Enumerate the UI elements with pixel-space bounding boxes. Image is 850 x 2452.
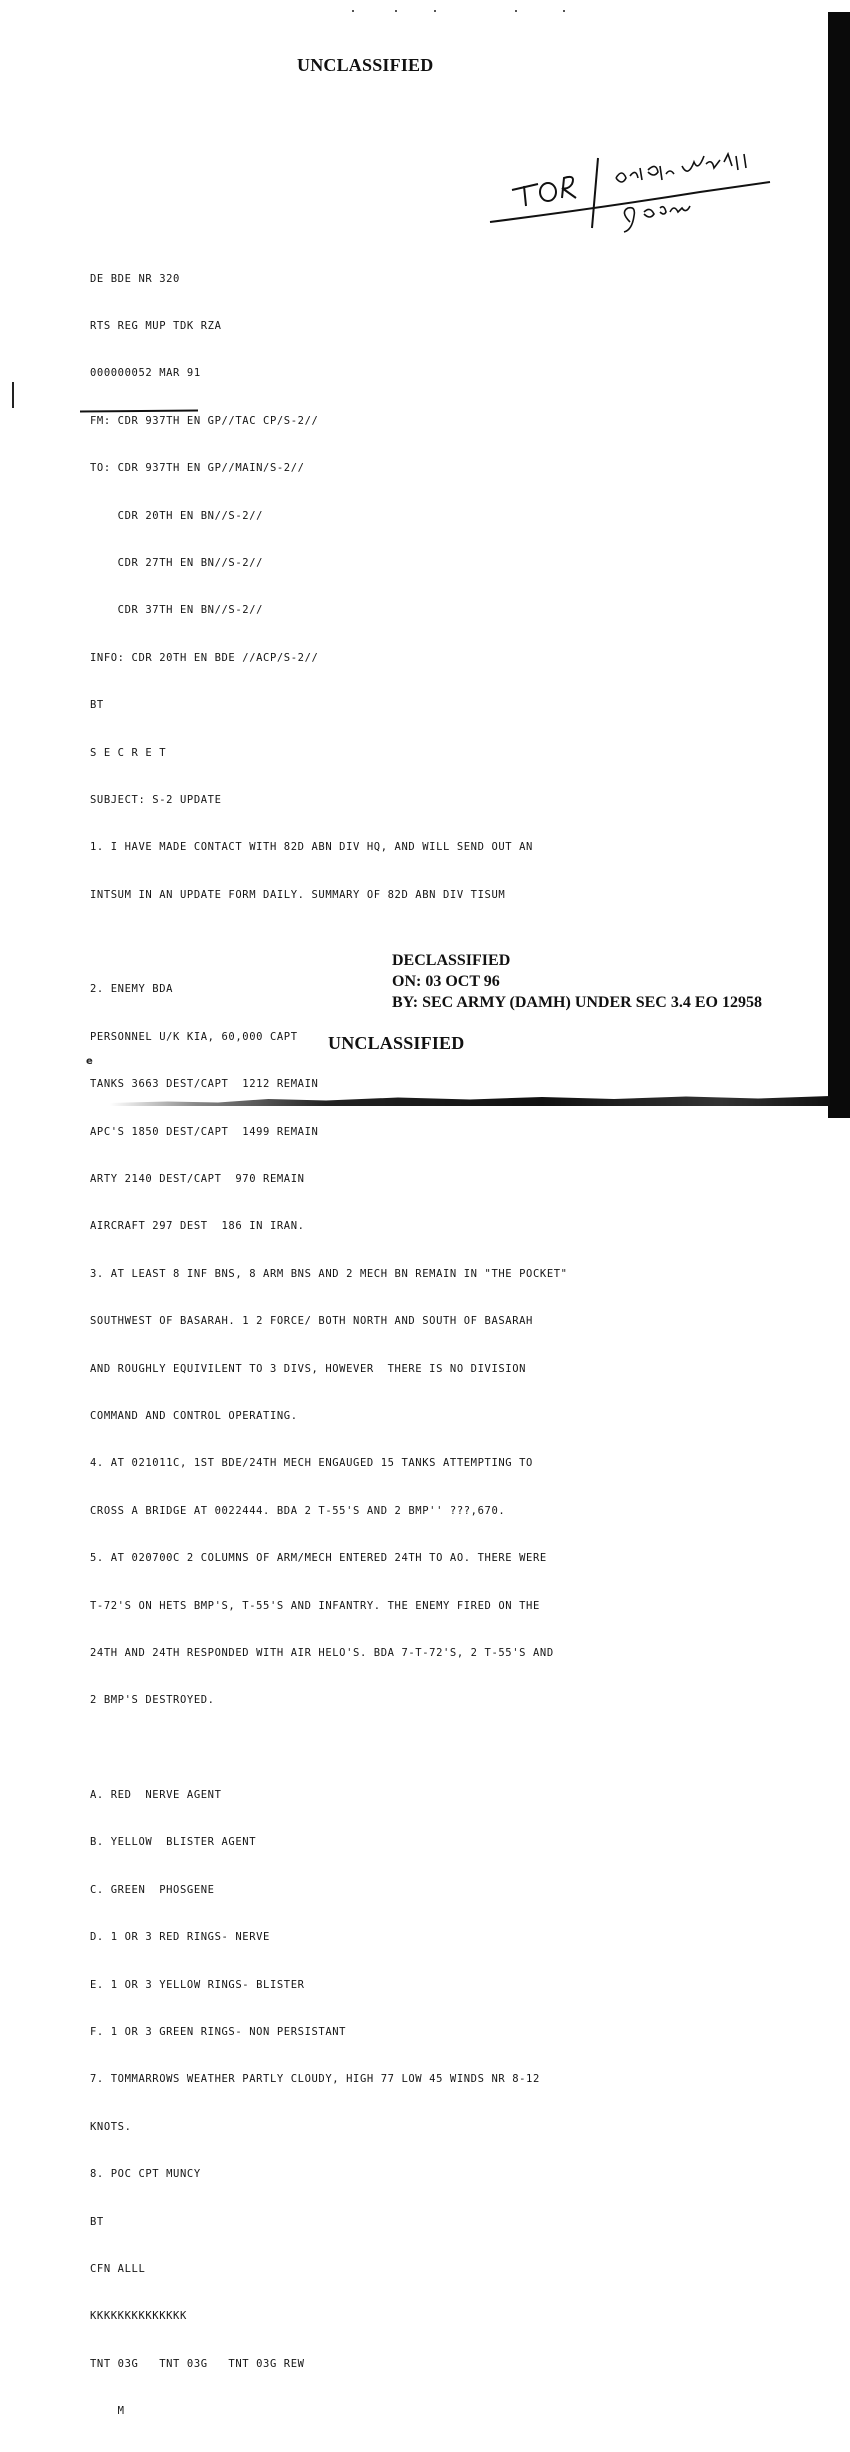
message-line: TO: CDR 937TH EN GP//MAIN/S-2// — [90, 462, 305, 475]
message-line: INTSUM IN AN UPDATE FORM DAILY. SUMMARY OF 82D ABN DIV TISUM — [90, 888, 506, 901]
message-line: AIRCRAFT 297 DEST 186 IN IRAN. — [90, 1220, 305, 1233]
scan-specks — [350, 8, 600, 14]
message-line: ARTY 2140 DEST/CAPT 970 REMAIN — [90, 1173, 305, 1186]
scan-edge-bar — [828, 12, 850, 1118]
message-line: RTS REG MUP TDK RZA — [90, 319, 222, 332]
message-line: D. 1 OR 3 RED RINGS- NERVE — [90, 1931, 270, 1944]
message-line: CDR 37TH EN BN//S-2// — [90, 604, 264, 617]
message-line: COMMAND AND CONTROL OPERATING. — [90, 1409, 298, 1422]
message-line: KKKKKKKKKKKKKK — [90, 2310, 187, 2323]
message-line — [90, 935, 690, 951]
stray-mark: e — [86, 1056, 93, 1067]
message-line: C. GREEN PHOSGENE — [90, 1883, 215, 1896]
message-line: TANKS 3663 DEST/CAPT 1212 REMAIN — [90, 1078, 319, 1091]
margin-mark — [12, 382, 14, 408]
message-line: BT — [90, 2215, 104, 2228]
message-line: DE BDE NR 320 — [90, 272, 180, 285]
message-line — [90, 1741, 690, 1757]
declassification-stamp — [392, 950, 762, 1013]
message-line: 1. I HAVE MADE CONTACT WITH 82D ABN DIV HQ, AND WILL SEND OUT AN — [90, 841, 533, 854]
declass-line-1: DECLASSIFIED — [392, 952, 511, 969]
message-line: CROSS A BRIDGE AT 0022444. BDA 2 T-55'S AND 2 BMP'' ???,670. — [90, 1504, 506, 1517]
message-line: CDR 27TH EN BN//S-2// — [90, 556, 264, 569]
message-line: 2. ENEMY BDA — [90, 983, 174, 996]
message-line: F. 1 OR 3 GREEN RINGS- NON PERSISTANT — [90, 2026, 347, 2039]
message-line: A. RED NERVE AGENT — [90, 1789, 222, 1802]
message-line: AND ROUGHLY EQUIVILENT TO 3 DIVS, HOWEVER THERE IS NO DIVISION — [90, 1362, 527, 1375]
message-line: CDR 20TH EN BN//S-2// — [90, 509, 264, 522]
message-line: B. YELLOW BLISTER AGENT — [90, 1836, 257, 1849]
message-line: 24TH AND 24TH RESPONDED WITH AIR HELO'S. BDA 7-T-72'S, 2 T-55'S AND — [90, 1646, 554, 1659]
message-line: 8. POC CPT MUNCY — [90, 2168, 201, 2181]
classification-footer: UNCLASSIFIED — [328, 1033, 465, 1053]
message-line: CFN ALLL — [90, 2263, 146, 2275]
message-line: 5. AT 020700C 2 COLUMNS OF ARM/MECH ENTERED 24TH TO AO. THERE WERE — [90, 1552, 547, 1565]
message-line: PERSONNEL U/K KIA, 60,000 CAPT — [90, 1030, 298, 1043]
message-line: 3. AT LEAST 8 INF BNS, 8 ARM BNS AND 2 MECH BN REMAIN IN "THE POCKET" — [90, 1267, 568, 1280]
message-line: KNOTS. — [90, 2120, 132, 2133]
classification-header: UNCLASSIFIED — [297, 55, 434, 75]
message-line: 4. AT 021011C, 1ST BDE/24TH MECH ENGAUGED 15 TANKS ATTEMPTING TO — [90, 1457, 533, 1470]
message-line: SUBJECT: S-2 UPDATE — [90, 793, 222, 806]
message-line: E. 1 OR 3 YELLOW RINGS- BLISTER — [90, 1978, 305, 1991]
message-line: 7. TOMMARROWS WEATHER PARTLY CLOUDY, HIGH 77 LOW 45 WINDS NR 8-12 — [90, 2073, 540, 2086]
message-line: FM: CDR 937TH EN GP//TAC CP/S-2// — [90, 414, 319, 427]
declass-line-2: ON: 03 OCT 96 — [392, 973, 500, 990]
redacted-classification-line: S E C R E T — [90, 746, 167, 759]
declass-line-3: BY: SEC ARMY (DAMH) UNDER SEC 3.4 EO 12958 — [392, 994, 762, 1011]
message-line: 000000052 MAR 91 — [90, 367, 201, 380]
message-line: SOUTHWEST OF BASARAH. 1 2 FORCE/ BOTH NORTH AND SOUTH OF BASARAH — [90, 1315, 533, 1328]
message-body — [90, 240, 690, 2452]
message-line: BT — [90, 699, 104, 712]
message-line: M — [90, 2405, 125, 2418]
message-line: INFO: CDR 20TH EN BDE //ACP/S-2// — [90, 651, 319, 664]
message-line: T-72'S ON HETS BMP'S, T-55'S AND INFANTRY. THE ENEMY FIRED ON THE — [90, 1599, 540, 1612]
message-line: APC'S 1850 DEST/CAPT 1499 REMAIN — [90, 1125, 319, 1138]
message-line: 2 BMP'S DESTROYED. — [90, 1694, 215, 1707]
message-line: TNT 03G TNT 03G TNT 03G REW — [90, 2357, 305, 2370]
